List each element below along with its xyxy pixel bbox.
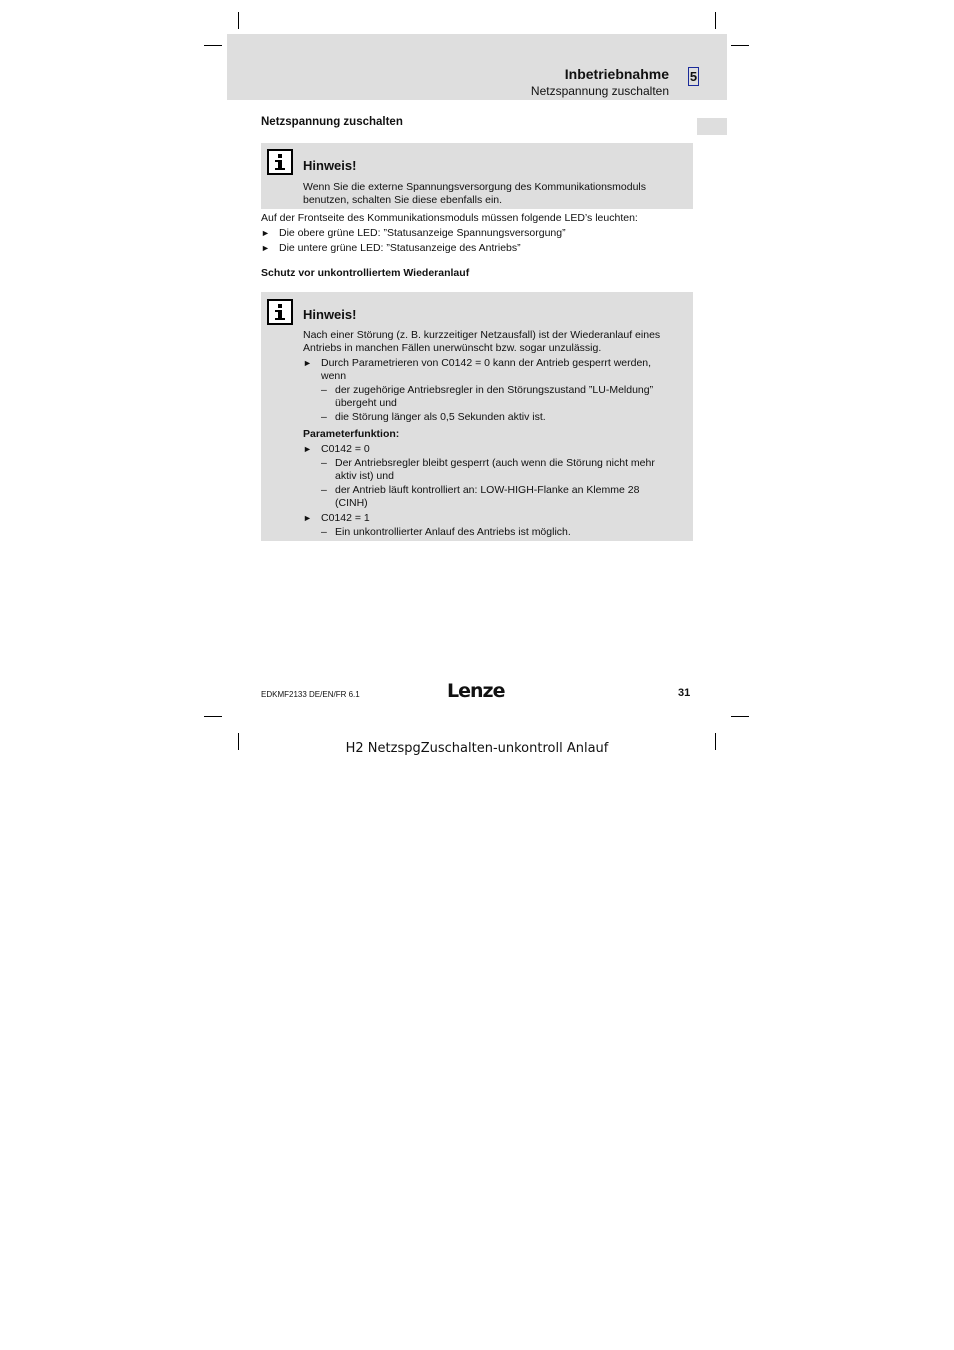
bullet-arrow-icon: ► [303,513,312,523]
note-line: Antriebs in manchen Fällen unerwünscht bzw. sogar unzulässig. [303,342,602,354]
note-body [303,181,683,207]
crop-mark [238,12,239,29]
sub-list-item: – Der Antriebsregler bleibt gesperrt (auch wenn die Störung nicht mehr aktiv ist) und [321,457,655,482]
section-title-wiederanlauf: Schutz vor unkontrolliertem Wiederanlauf [261,267,470,279]
note-box [261,292,693,541]
info-icon [267,149,293,175]
bullet-arrow-icon: ► [261,228,270,238]
intro-text: Auf der Frontseite des Kommunikationsmoduls müssen folgende LED’s leuchten: [261,212,638,224]
page-caption: H2 NetzspgZuschalten-unkontroll Anlauf [345,741,609,756]
dash-icon: – [321,526,327,538]
chapter-title: Inbetriebnahme [564,66,669,82]
dash-icon: – [321,411,327,423]
dash-icon: – [321,484,327,496]
info-icon [267,299,293,325]
page-number: 31 [678,687,691,699]
crop-mark [731,716,749,717]
bullet-arrow-icon: ► [261,243,270,253]
led-info [261,212,693,255]
document-id: EDKMF2133 DE/EN/FR 6.1 [261,690,360,699]
list-item: ► Durch Parametrieren von C0142 = 0 kann der Antrieb gesperrt werden, wenn [303,357,652,382]
crop-mark [204,45,222,46]
sub-list-item: – Ein unkontrollierter Anlauf des Antriebs ist möglich. [321,526,571,538]
list-item: ► C0142 = 1 [303,512,370,524]
list-item: ► C0142 = 0 [303,443,370,455]
bullet-arrow-icon: ► [303,444,312,454]
note-line: Nach einer Störung (z. B. kurzzeitiger Netzausfall) ist der Wiederanlauf eines [303,329,661,341]
dash-icon: – [321,384,327,396]
list-item: ► Die obere grüne LED: ”Statusanzeige Spannungsversorgung” [261,227,566,239]
note-line: benutzen, schalten Sie diese ebenfalls ein. [303,194,503,206]
thumb-tab-marker [697,118,727,135]
chapter-number-link[interactable]: 5 [689,69,698,84]
param-title: Parameterfunktion: [303,428,400,440]
lenze-logo: Lenze [447,680,505,702]
note-line: Wenn Sie die externe Spannungsversorgung des Kommunikationsmoduls [303,181,647,193]
section-title-netzspannung: Netzspannung zuschalten [261,116,403,128]
list-item: ► Die untere grüne LED: ”Statusanzeige des Antriebs” [261,242,521,254]
sub-list-item: – der zugehörige Antriebsregler in den Störungszustand ”LU-Meldung” übergeht und [321,384,654,409]
note-title: Hinweis! [303,158,357,173]
crop-mark [715,12,716,29]
crop-mark [731,45,749,46]
chapter-subtitle: Netzspannung zuschalten [530,84,669,98]
note-body [303,329,683,539]
dash-icon: – [321,457,327,469]
note-box [261,143,693,209]
sub-list-item: – der Antrieb läuft kontrolliert an: LOW-HIGH-Flanke an Klemme 28 (CINH) [321,484,640,509]
sub-list-item: – die Störung länger als 0,5 Sekunden aktiv ist. [321,411,546,423]
crop-mark [204,716,222,717]
note-title: Hinweis! [303,307,357,322]
bullet-arrow-icon: ► [303,358,312,368]
